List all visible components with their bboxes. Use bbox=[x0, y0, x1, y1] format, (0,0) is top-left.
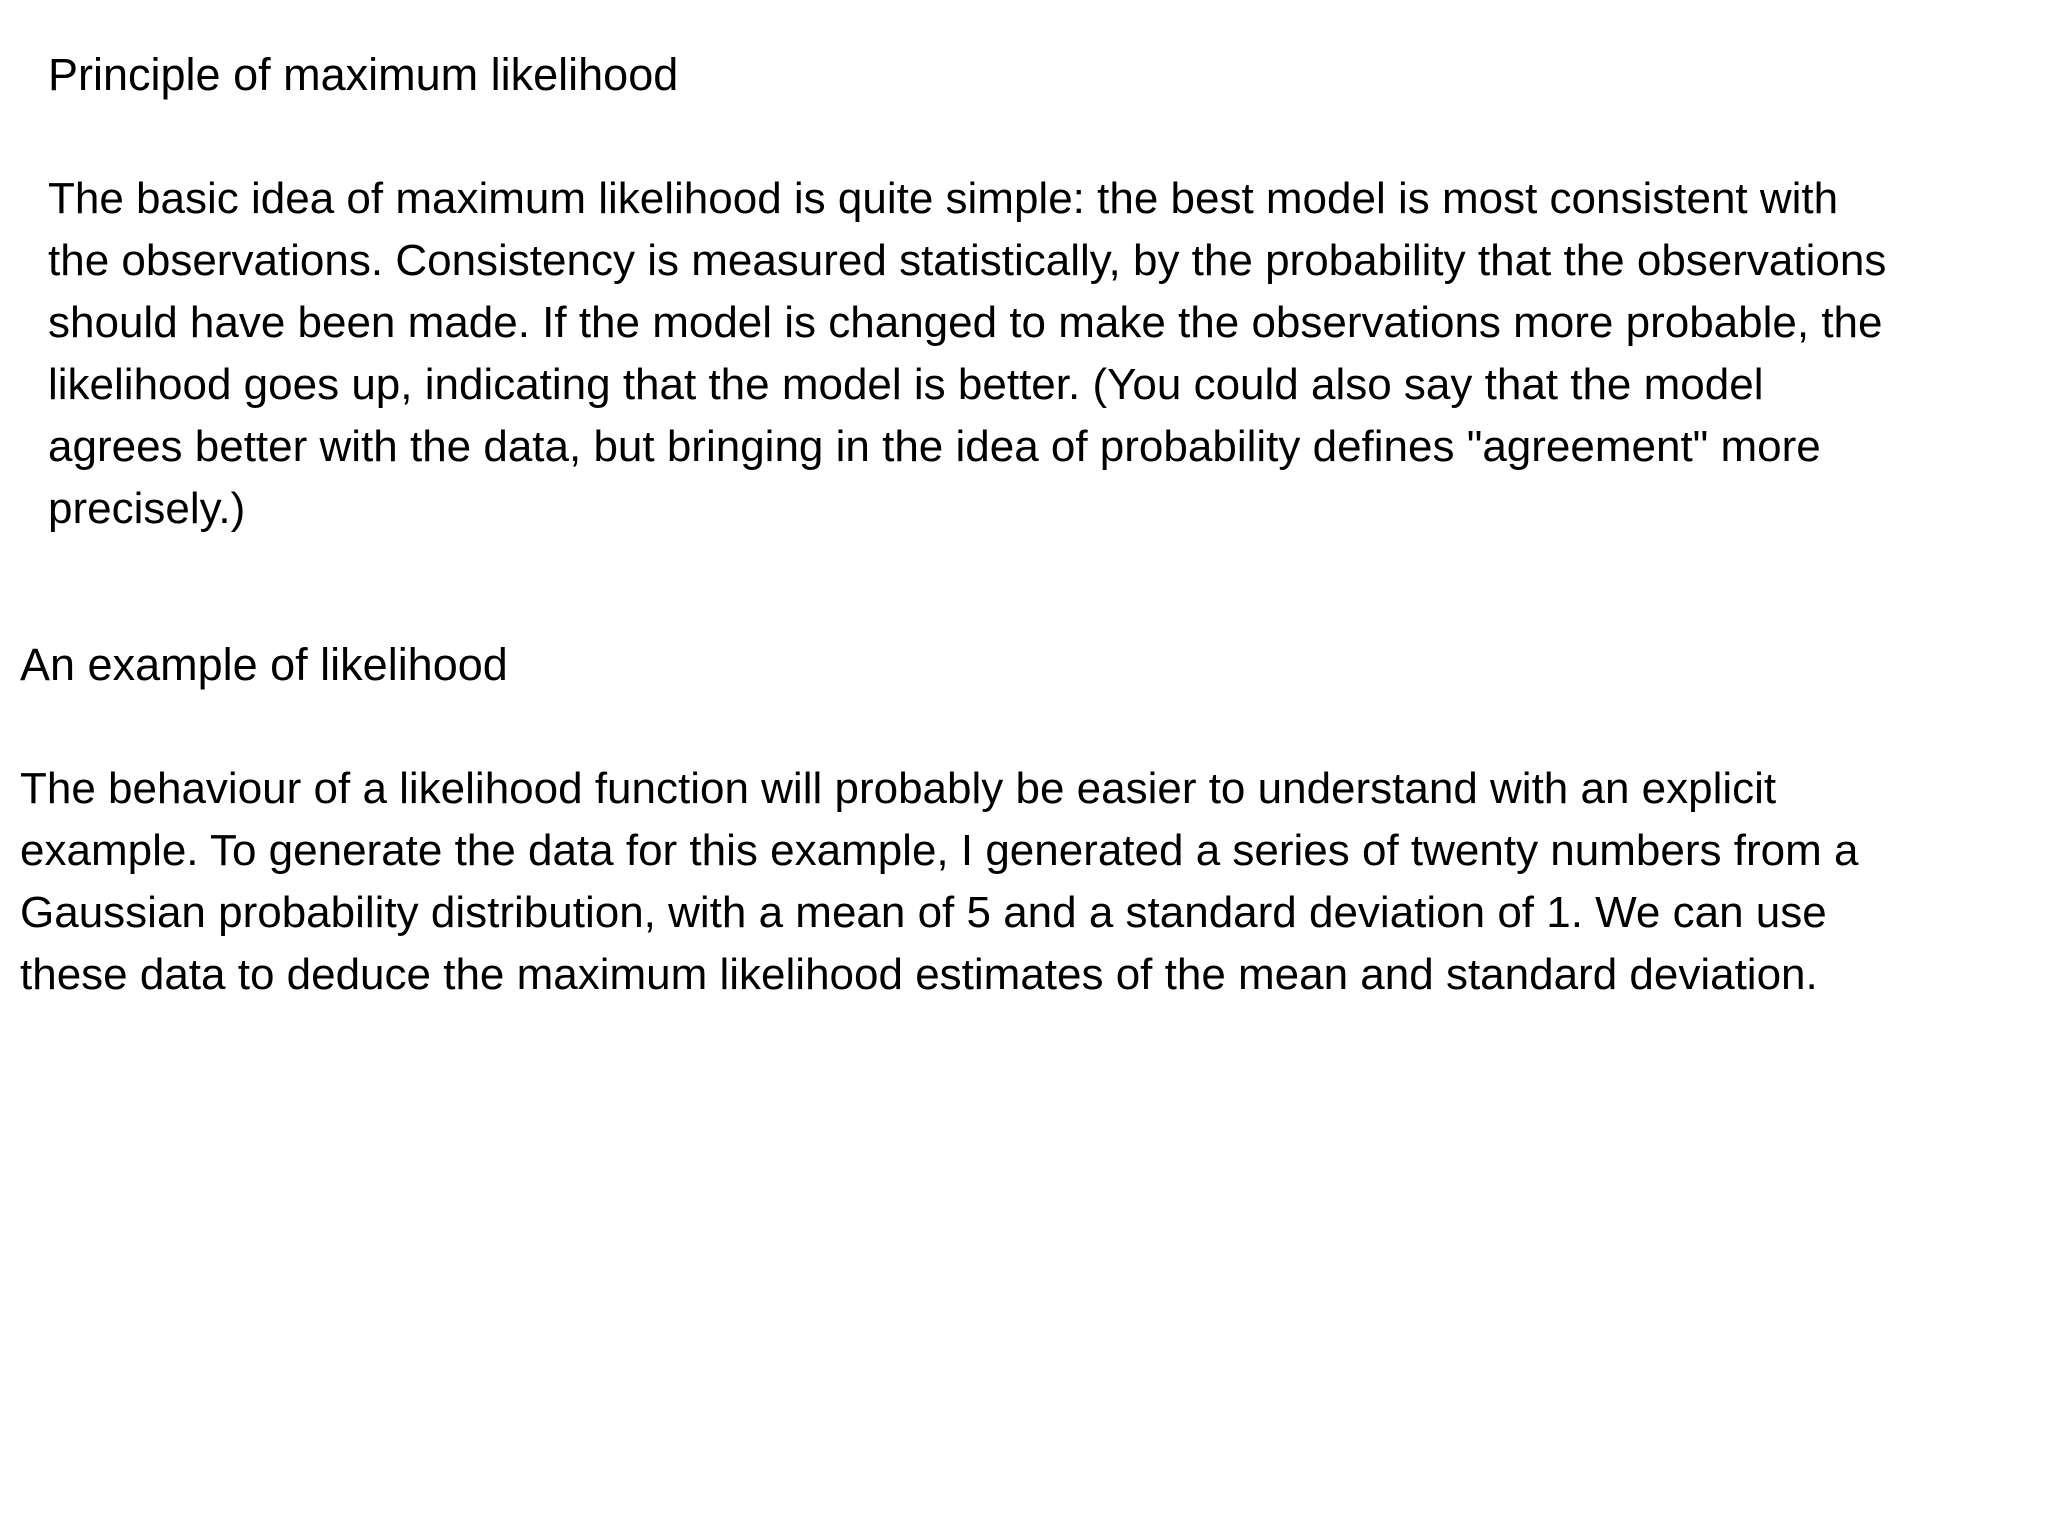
section-heading-likelihood-example: An example of likelihood bbox=[20, 639, 508, 690]
paragraph-line: The basic idea of maximum likelihood is quite simple: the best model is most consistent with bbox=[48, 174, 1839, 223]
paragraph-line: example. To generate the data for this example, I generated a series of twenty numbers from a bbox=[20, 826, 1859, 875]
paragraph-line: should have been made. If the model is changed to make the observations more probable, the bbox=[48, 298, 1883, 347]
paragraph-line: precisely.) bbox=[48, 484, 246, 533]
paragraph-line: the observations. Consistency is measured statistically, by the probability that the observations bbox=[48, 236, 1887, 285]
paragraph-line: The behaviour of a likelihood function will probably be easier to understand with an explicit bbox=[20, 764, 1777, 813]
paragraph-line: agrees better with the data, but bringing in the idea of probability defines "agreement" more bbox=[48, 422, 1821, 471]
section-heading-maximum-likelihood: Principle of maximum likelihood bbox=[48, 49, 679, 100]
paragraph-likelihood-example bbox=[20, 758, 2030, 1006]
paragraph-maximum-likelihood bbox=[48, 168, 2038, 540]
paragraph-line: likelihood goes up, indicating that the model is better. (You could also say that the model bbox=[48, 360, 1764, 409]
paragraph-line: these data to deduce the maximum likelihood estimates of the mean and standard deviation. bbox=[20, 950, 1818, 999]
paragraph-line: Gaussian probability distribution, with a mean of 5 and a standard deviation of 1. We can use bbox=[20, 888, 1827, 937]
